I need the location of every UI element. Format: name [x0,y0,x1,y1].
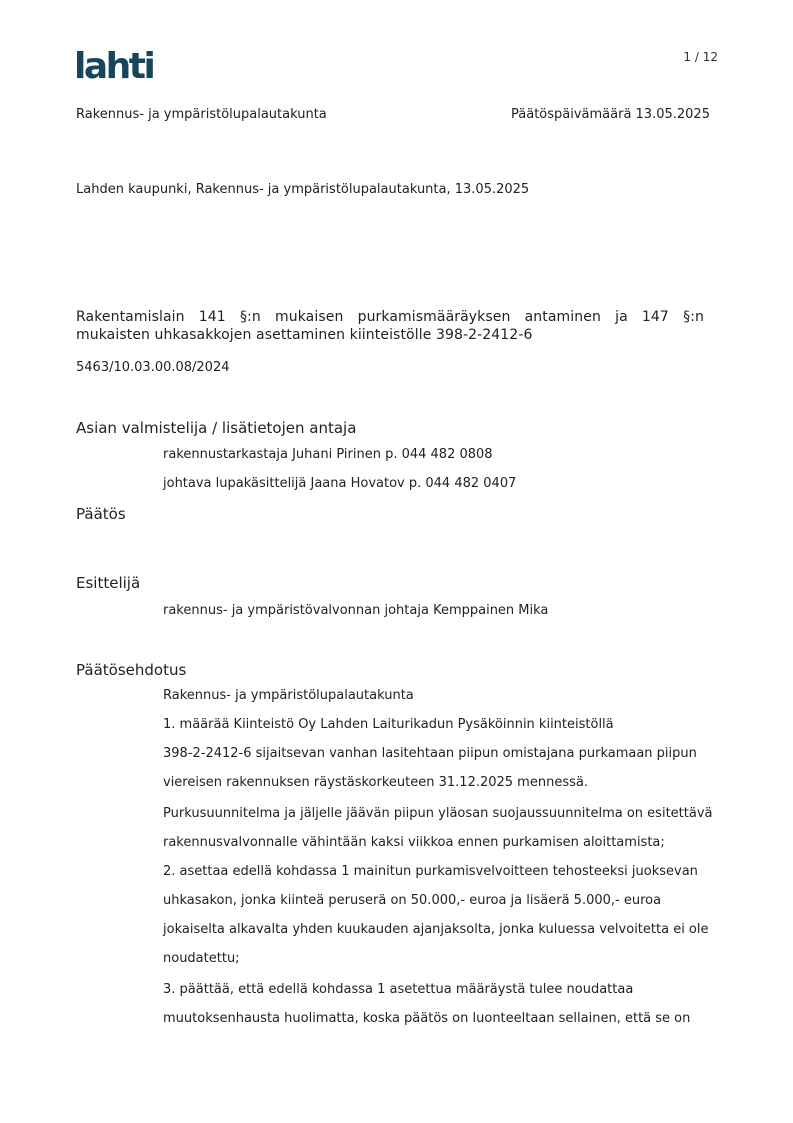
case-number: 5463/10.03.00.08/2024 [76,360,230,375]
committee-name: Rakennus- ja ympäristölupalautakunta [76,107,327,122]
proposal-line: jokaiselta alkavalta yhden kuukauden ajanjaksolta, jonka kuluessa velvoitetta ei ole [163,922,709,937]
proposal-line: 3. päättää, että edellä kohdassa 1 asetettua määräystä tulee noudattaa [163,982,634,997]
proposal-line: rakennusvalvonnalle vähintään kaksi viikkoa ennen purkamisen aloittamista; [163,835,665,850]
proposal-line: Rakennus- ja ympäristölupalautakunta [163,688,414,703]
proposal-line: 1. määrää Kiinteistö Oy Lahden Laiturikadun Pysäköinnin kiinteistöllä [163,717,614,732]
presenter-heading: Esittelijä [76,574,141,592]
proposal-line: 2. asettaa edellä kohdassa 1 mainitun purkamisvelvoitteen tehosteeksi juoksevan [163,864,698,879]
proposal-line: Purkusuunnitelma ja jäljelle jäävän piipun yläosan suojaussuunnitelma on esitettävä [163,806,713,821]
proposal-line: viereisen rakennuksen räystäskorkeuteen 31.12.2025 mennessä. [163,775,588,790]
decision-date: Päätöspäivämäärä 13.05.2025 [511,107,710,122]
proposal-heading: Päätösehdotus [76,661,187,679]
preparer-line-1: rakennustarkastaja Juhani Pirinen p. 044 482 0808 [163,447,493,462]
proposal-line: noudatettu; [163,951,240,966]
preparer-heading: Asian valmistelija / lisätietojen antaja [76,419,357,437]
decision-heading: Päätös [76,505,126,523]
preparer-line-2: johtava lupakäsittelijä Jaana Hovatov p. 044 482 0407 [163,476,517,491]
meeting-line: Lahden kaupunki, Rakennus- ja ympäristölupalautakunta, 13.05.2025 [76,182,530,197]
lahti-logo [74,44,169,84]
lahti-logo-graphic [74,44,169,84]
logo-wordmark: lahti [74,46,154,84]
presenter-line: rakennus- ja ympäristövalvonnan johtaja Kemppainen Mika [163,603,549,618]
proposal-line: uhkasakon, jonka kiinteä peruserä on 50.000,- euroa ja lisäerä 5.000,- euroa [163,893,662,908]
proposal-line: muutoksenhausta huolimatta, koska päätös on luonteeltaan sellainen, että se on [163,1011,691,1026]
page-number: 1 / 12 [683,50,718,64]
document-title: Rakentamislain 141 §:n mukaisen purkamismääräyksen antaminen ja 147 §:n mukaisten uhkasakkojen asettaminen kiinteistölle 398-2-2412-6 [76,309,704,343]
proposal-line: 398-2-2412-6 sijaitsevan vanhan lasitehtaan piipun omistajana purkamaan piipun [163,746,697,761]
